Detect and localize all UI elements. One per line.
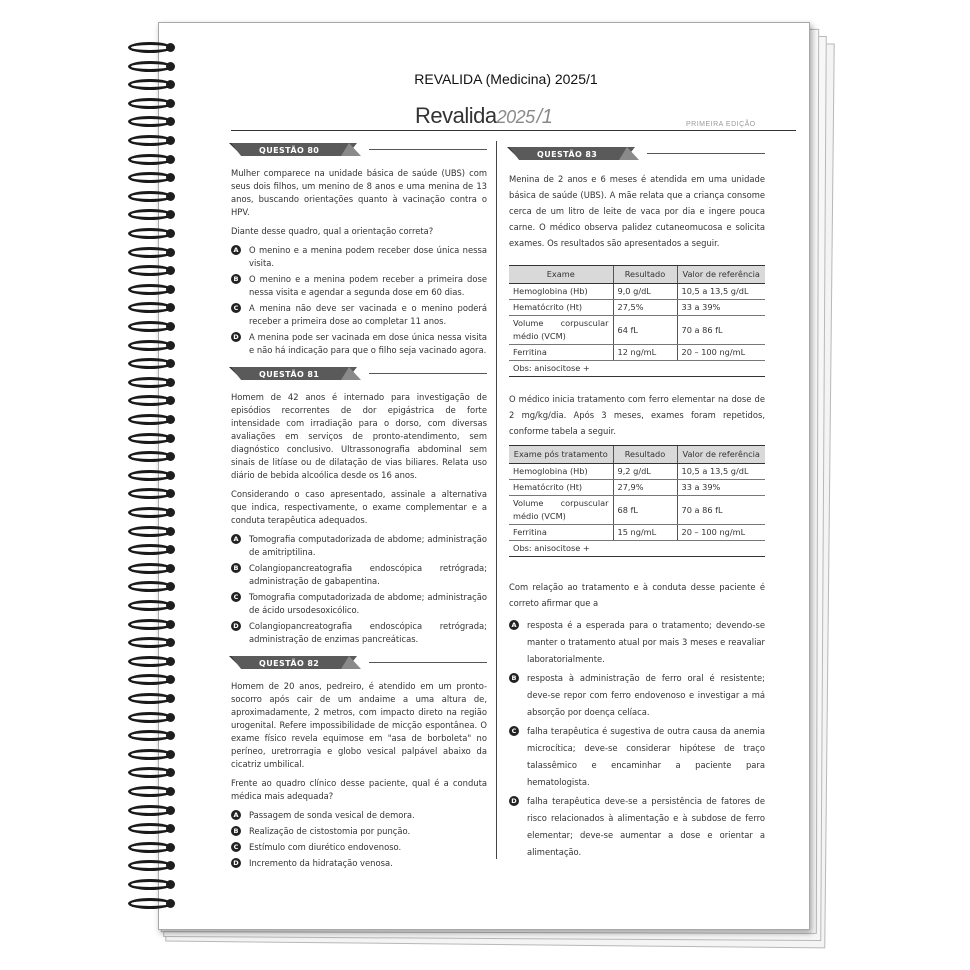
- spiral-ring: [126, 896, 178, 910]
- spiral-hole: [166, 415, 175, 424]
- table-cell: Hemoglobina (Hb): [509, 284, 613, 300]
- table-obs-cell: Obs: anisocitose +: [509, 541, 765, 557]
- spiral-hole: [166, 173, 175, 182]
- spiral-hole: [166, 489, 175, 498]
- question-80-prompt: Diante desse quadro, qual a orientação correta?: [231, 226, 434, 236]
- table-cell: 20 – 100 ng/mL: [677, 525, 765, 541]
- option-letter-badge: D: [231, 621, 241, 631]
- option-text: Tomografia computadorizada de abdome; administração de ácido ursodesoxicólico.: [249, 592, 487, 615]
- table-cell: 10,5 a 13,5 g/dL: [677, 284, 765, 300]
- table-header-cell: Resultado: [613, 446, 677, 464]
- spiral-hole: [166, 434, 175, 443]
- option-d[interactable]: [231, 620, 487, 646]
- option-letter-badge: C: [509, 726, 519, 736]
- table-header-row: [509, 446, 765, 464]
- table-cell: 27,5%: [613, 300, 677, 316]
- spiral-ring: [126, 207, 178, 221]
- table-header-cell: Exame pós tratamento: [509, 446, 613, 464]
- table-cell: Volume corpuscular médio (VCM): [509, 316, 613, 345]
- spiral-ring: [126, 784, 178, 798]
- spiral-hole: [166, 582, 175, 591]
- question-80-label: QUESTÃO 80: [259, 146, 320, 155]
- option-letter-badge: B: [509, 673, 519, 683]
- spiral-ring: [126, 747, 178, 761]
- table-cell: 20 – 100 ng/mL: [677, 345, 765, 361]
- table-row: [509, 300, 765, 316]
- header-line: [369, 149, 487, 150]
- option-letter-badge: A: [231, 810, 241, 820]
- spiral-hole: [166, 545, 175, 554]
- table-cell: 33 a 39%: [677, 480, 765, 496]
- question-81-options: [231, 533, 487, 646]
- table-cell: 12 ng/mL: [613, 345, 677, 361]
- spiral-ring: [126, 821, 178, 835]
- option-text: falha terapêutica deve-se a persistência de fatores de risco relacionados à alimentação e à subdose de ferro elementar; deve-se aumentar a dose e orientar a alimentação.: [527, 796, 765, 857]
- spiral-hole: [166, 43, 175, 52]
- option-letter-badge: C: [231, 303, 241, 313]
- option-text: A menina não deve ser vacinada e o menino poderá receber a primeira dose ao completar 11 anos.: [249, 303, 487, 326]
- table-cell: 64 fL: [613, 316, 677, 345]
- spiral-ring: [126, 598, 178, 612]
- question-83-prompt: Com relação ao tratamento e à conduta desse paciente é correto afirmar que a: [509, 582, 765, 608]
- spiral-ring: [126, 691, 178, 705]
- option-text: Colangiopancreatografia endoscópica retrógrada; administração de enzimas pancreáticas.: [249, 621, 487, 644]
- question-82-options: [231, 809, 487, 870]
- spiral-hole: [166, 303, 175, 312]
- spiral-hole: [166, 880, 175, 889]
- column-divider: [496, 141, 497, 859]
- spiral-hole: [166, 787, 175, 796]
- spiral-hole: [166, 564, 175, 573]
- spiral-hole: [166, 638, 175, 647]
- spiral-ring: [126, 170, 178, 184]
- spiral-ring: [126, 635, 178, 649]
- question-82-stem: Homem de 20 anos, pedreiro, é atendido em um pronto-socorro após cair de um andaime a uma altura de, aproximadamente, 2 metros, com impacto direto na região urogenital. Refere impossibilidade de micção espontânea. O exame físico revela equimose em "asa de borboleta" no períneo, uretrorragia e globo vesical palpável abaixo da cicatriz umbilical.: [231, 681, 487, 769]
- notebook-page: [158, 22, 810, 930]
- spiral-hole: [166, 731, 175, 740]
- spiral-ring: [126, 114, 178, 128]
- option-a[interactable]: [231, 244, 487, 270]
- spiral-ring: [126, 226, 178, 240]
- option-letter-badge: C: [231, 842, 241, 852]
- option-letter-badge: B: [231, 826, 241, 836]
- post-treatment-table: [509, 445, 765, 557]
- document-title: REVALIDA (Medicina) 2025/1: [414, 71, 598, 87]
- option-text: Passagem de sonda vesical de demora.: [249, 810, 415, 820]
- spiral-hole: [166, 620, 175, 629]
- header-rule: [231, 130, 796, 131]
- table-cell: 15 ng/mL: [613, 525, 677, 541]
- spiral-ring: [126, 765, 178, 779]
- logo-brand: Revalida: [415, 103, 497, 128]
- spiral-hole: [166, 359, 175, 368]
- table-cell: Ferritina: [509, 525, 613, 541]
- lab-results-table: [509, 265, 765, 377]
- spiral-ring: [126, 672, 178, 686]
- spiral-hole: [166, 899, 175, 908]
- option-d[interactable]: [509, 793, 765, 861]
- spiral-ring: [126, 393, 178, 407]
- spiral-hole: [166, 322, 175, 331]
- logo-slash: /1: [536, 106, 553, 128]
- option-b[interactable]: [509, 670, 765, 721]
- option-d[interactable]: [231, 857, 487, 870]
- option-text: O menino e a menina podem receber dose única nessa visita.: [249, 245, 487, 268]
- spiral-ring: [126, 877, 178, 891]
- table-row: [509, 345, 765, 361]
- edition-label: PRIMEIRA EDIÇÃO: [686, 121, 756, 128]
- option-d[interactable]: [231, 331, 487, 357]
- spiral-ring: [126, 524, 178, 538]
- question-83-header: [509, 147, 765, 161]
- spiral-hole: [166, 210, 175, 219]
- table-cell: 27,9%: [613, 480, 677, 496]
- spiral-hole: [166, 80, 175, 89]
- spiral-hole: [166, 750, 175, 759]
- spiral-ring: [126, 189, 178, 203]
- spiral-ring: [126, 133, 178, 147]
- spiral-hole: [166, 341, 175, 350]
- spiral-hole: [166, 694, 175, 703]
- option-letter-badge: D: [231, 858, 241, 868]
- option-a[interactable]: [231, 533, 487, 559]
- spiral-ring: [126, 617, 178, 631]
- question-81-header: [231, 367, 487, 381]
- spiral-ring: [126, 319, 178, 333]
- right-column: [509, 147, 765, 871]
- option-text: Estímulo com diurético endovenoso.: [249, 842, 402, 852]
- table-header-cell: Exame: [509, 266, 613, 284]
- question-81-prompt: Considerando o caso apresentado, assinale a alternativa que indica, respectivamente, o exame complementar e a conduta terapêutica adequados.: [231, 489, 487, 525]
- spiral-hole: [166, 527, 175, 536]
- table-cell: Hematócrito (Ht): [509, 300, 613, 316]
- table-row: [509, 480, 765, 496]
- question-80-stem: Mulher comparece na unidade básica de saúde (UBS) com seus dois filhos, um menino de 8 anos e uma menina de 13 anos, buscando orientações quanto à vacinação contra o HPV.: [231, 168, 487, 217]
- spiral-ring: [126, 486, 178, 500]
- option-letter-badge: D: [509, 796, 519, 806]
- option-letter-badge: B: [231, 274, 241, 284]
- spiral-ring: [126, 263, 178, 277]
- spiral-hole: [166, 824, 175, 833]
- question-82-prompt: Frente ao quadro clínico desse paciente, qual é a conduta médica mais adequada?: [231, 778, 487, 801]
- spiral-ring: [126, 654, 178, 668]
- question-80-options: [231, 244, 487, 357]
- spiral-hole: [166, 285, 175, 294]
- spiral-hole: [166, 378, 175, 387]
- spiral-hole: [166, 806, 175, 815]
- spiral-ring: [126, 245, 178, 259]
- table-cell: Hematócrito (Ht): [509, 480, 613, 496]
- table-row: [509, 284, 765, 300]
- table-row: [509, 525, 765, 541]
- spiral-hole: [166, 471, 175, 480]
- spiral-hole: [166, 452, 175, 461]
- option-a[interactable]: [509, 617, 765, 668]
- table-header-cell: Resultado: [613, 266, 677, 284]
- revalida-logo: [415, 103, 552, 129]
- option-b[interactable]: [231, 562, 487, 588]
- header-line: [647, 153, 765, 154]
- table-cell: Volume corpuscular médio (VCM): [509, 496, 613, 525]
- table-obs-row: [509, 541, 765, 557]
- logo-year: 2025: [496, 107, 535, 127]
- option-letter-badge: D: [231, 332, 241, 342]
- spiral-ring: [126, 375, 178, 389]
- question-80-header: [231, 143, 487, 157]
- option-c[interactable]: [231, 591, 487, 617]
- question-82-label: QUESTÃO 82: [259, 659, 320, 668]
- table-obs-cell: Obs: anisocitose +: [509, 361, 765, 377]
- option-c[interactable]: [509, 723, 765, 791]
- spiral-hole: [166, 675, 175, 684]
- spiral-hole: [166, 155, 175, 164]
- spiral-hole: [166, 396, 175, 405]
- question-83-label: QUESTÃO 83: [537, 150, 598, 159]
- spiral-ring: [126, 152, 178, 166]
- spiral-hole: [166, 843, 175, 852]
- table-cell: 9,0 g/dL: [613, 284, 677, 300]
- option-text: A menina pode ser vacinada em dose única nessa visita e não há indicação para que o filho seja vacinado agora.: [249, 332, 487, 355]
- option-letter-badge: C: [231, 592, 241, 602]
- spiral-ring: [126, 77, 178, 91]
- question-83-stem-2: O médico inicia tratamento com ferro elementar na dose de 2 mg/kg/dia. Após 3 meses, exames foram repetidos, conforme tabela a seguir.: [509, 394, 765, 436]
- spiral-binding: [126, 40, 186, 940]
- option-letter-badge: A: [509, 620, 519, 630]
- spiral-ring: [126, 338, 178, 352]
- spiral-hole: [166, 266, 175, 275]
- option-text: resposta é a esperada para o tratamento; devendo-se manter o tratamento atual por mais 3 meses e reavaliar laboratorialmente.: [527, 620, 765, 664]
- spiral-ring: [126, 300, 178, 314]
- spiral-hole: [166, 713, 175, 722]
- table-header-cell: Valor de referência: [677, 266, 765, 284]
- spiral-ring: [126, 431, 178, 445]
- option-letter-badge: A: [231, 534, 241, 544]
- table-cell: Hemoglobina (Hb): [509, 464, 613, 480]
- option-text: resposta à administração de ferro oral é resistente; deve-se repor com ferro endovenoso e investigar a má absorção por doença celíaca.: [527, 673, 765, 717]
- spiral-ring: [126, 728, 178, 742]
- spiral-ring: [126, 356, 178, 370]
- question-83-stem: Menina de 2 anos e 6 meses é atendida em uma unidade básica de saúde (UBS). A mãe relata que a criança consome cerca de um litro de leite de vaca por dia e ingere pouca carne. O médico observa palidez cutaneomucosa e solicita exames. Os resultados são apresentados a seguir.: [509, 174, 765, 248]
- option-text: O menino e a menina podem receber a primeira dose nessa visita e agendar a segunda dose em 60 dias.: [249, 274, 487, 297]
- option-text: falha terapêutica é sugestiva de outra causa da anemia microcítica; deve-se considerar hipótese de traço talassêmico e encaminhar a paciente para hematologista.: [527, 726, 765, 787]
- spiral-ring: [126, 449, 178, 463]
- spiral-ring: [126, 282, 178, 296]
- table-row: [509, 464, 765, 480]
- left-column: [231, 143, 487, 880]
- option-letter-badge: B: [231, 563, 241, 573]
- spiral-ring: [126, 59, 178, 73]
- table-cell: 70 a 86 fL: [677, 496, 765, 525]
- table-cell: 10,5 a 13,5 g/dL: [677, 464, 765, 480]
- question-81-stem: Homem de 42 anos é internado para investigação de episódios recorrentes de dor epigástrica de forte intensidade com irradiação para o dorso, com diversas avaliações em serviços de pronto-atendimento, sem diagnóstico conclusivo. Ultrassonografia abdominal sem sinais de litíase ou de dilatação de vias biliares. Relata uso diário de bebida alcoólica desde os 16 anos.: [231, 392, 487, 480]
- spiral-ring: [126, 803, 178, 817]
- option-text: Incremento da hidratação venosa.: [249, 858, 393, 868]
- header-line: [369, 373, 487, 374]
- question-83-options: [509, 617, 765, 861]
- option-b[interactable]: [231, 273, 487, 299]
- option-a[interactable]: [231, 809, 487, 822]
- spiral-hole: [166, 229, 175, 238]
- spiral-ring: [126, 40, 178, 54]
- spiral-hole: [166, 861, 175, 870]
- table-cell: 33 a 39%: [677, 300, 765, 316]
- option-text: Colangiopancreatografia endoscópica retrógrada; administração de gabapentina.: [249, 563, 487, 586]
- spiral-ring: [126, 505, 178, 519]
- spiral-ring: [126, 412, 178, 426]
- option-c[interactable]: [231, 302, 487, 328]
- question-82-header: [231, 656, 487, 670]
- table-row: [509, 496, 765, 525]
- option-b[interactable]: [231, 825, 487, 838]
- question-81-label: QUESTÃO 81: [259, 370, 320, 379]
- spiral-ring: [126, 96, 178, 110]
- spiral-hole: [166, 117, 175, 126]
- table-row: [509, 316, 765, 345]
- header-line: [369, 662, 487, 663]
- spiral-hole: [166, 62, 175, 71]
- spiral-hole: [166, 508, 175, 517]
- option-c[interactable]: [231, 841, 487, 854]
- spiral-hole: [166, 136, 175, 145]
- page-content: [201, 23, 811, 929]
- spiral-ring: [126, 579, 178, 593]
- spiral-hole: [166, 99, 175, 108]
- spiral-ring: [126, 561, 178, 575]
- spiral-ring: [126, 858, 178, 872]
- option-text: Tomografia computadorizada de abdome; administração de amitriptilina.: [249, 534, 487, 557]
- spiral-ring: [126, 710, 178, 724]
- table-cell: 70 a 86 fL: [677, 316, 765, 345]
- spiral-ring: [126, 468, 178, 482]
- spiral-hole: [166, 192, 175, 201]
- option-text: Realização de cistostomia por punção.: [249, 826, 411, 836]
- table-obs-row: [509, 361, 765, 377]
- table-header-cell: Valor de referência: [677, 446, 765, 464]
- table-header-row: [509, 266, 765, 284]
- spiral-hole: [166, 248, 175, 257]
- option-letter-badge: A: [231, 245, 241, 255]
- spiral-ring: [126, 542, 178, 556]
- spiral-hole: [166, 657, 175, 666]
- table-cell: 9,2 g/dL: [613, 464, 677, 480]
- spiral-ring: [126, 840, 178, 854]
- table-cell: Ferritina: [509, 345, 613, 361]
- table-cell: 68 fL: [613, 496, 677, 525]
- spiral-hole: [166, 601, 175, 610]
- spiral-hole: [166, 768, 175, 777]
